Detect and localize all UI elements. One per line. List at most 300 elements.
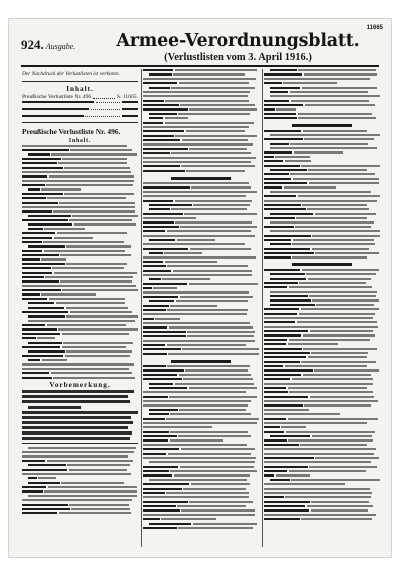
illegible-text-line xyxy=(143,182,249,184)
illegible-text-line xyxy=(22,437,130,440)
illegible-text-line xyxy=(143,340,255,342)
illegible-text-line xyxy=(264,457,379,459)
illegible-text-line xyxy=(28,315,138,317)
toc-illegible-entry xyxy=(22,115,138,117)
illegible-text-line xyxy=(270,147,377,149)
section-rule xyxy=(22,443,138,444)
illegible-text-line xyxy=(22,276,133,278)
illegible-heading xyxy=(264,261,380,269)
illegible-text-line xyxy=(22,193,134,195)
illegible-text-line xyxy=(22,411,138,414)
toc-illegible-entries xyxy=(22,101,138,117)
illegible-text-line xyxy=(22,171,131,173)
illegible-text-line xyxy=(22,455,128,457)
bold-text-block xyxy=(22,390,138,440)
illegible-text-line xyxy=(143,130,245,132)
list-contents-heading: Inhalt. xyxy=(68,137,92,144)
illegible-text-line xyxy=(22,175,134,177)
illegible-text-line xyxy=(264,308,379,310)
illegible-text-line xyxy=(264,317,373,319)
illegible-text-line xyxy=(270,91,368,93)
illegible-text-line xyxy=(270,221,374,223)
illegible-text-line xyxy=(264,374,371,376)
illegible-heading xyxy=(264,122,380,130)
illegible-text-line xyxy=(22,390,134,393)
illegible-text-line xyxy=(143,318,180,320)
issue-label: Ausgabe. xyxy=(45,42,76,51)
illegible-text-line xyxy=(22,267,124,269)
illegible-text-line xyxy=(149,461,255,463)
middle-column xyxy=(143,69,259,547)
illegible-text-line xyxy=(264,208,369,210)
illegible-text-line xyxy=(143,270,252,272)
illegible-text-line xyxy=(270,299,379,301)
illegible-text-line xyxy=(264,235,380,237)
illegible-text-line xyxy=(270,134,380,136)
illegible-text-line xyxy=(22,421,133,424)
illegible-text-line xyxy=(143,157,256,159)
illegible-text-line xyxy=(264,383,373,385)
illegible-text-line xyxy=(143,501,253,503)
illegible-text-line xyxy=(22,289,138,291)
illegible-text-line xyxy=(143,396,257,398)
illegible-text-line xyxy=(143,235,255,237)
illegible-text-line xyxy=(22,333,129,335)
illegible-text-line xyxy=(264,286,372,288)
illegible-text-line xyxy=(22,431,132,434)
illegible-text-line xyxy=(143,283,258,285)
illegible-text-line xyxy=(28,447,136,449)
illegible-text-line xyxy=(264,444,367,446)
illegible-text-line xyxy=(264,492,372,494)
illegible-text-line xyxy=(143,291,249,293)
illegible-text-line xyxy=(22,400,130,403)
illegible-text-line xyxy=(264,418,378,420)
illegible-text-line xyxy=(264,321,377,323)
illegible-text-line xyxy=(143,404,248,406)
illegible-text-line xyxy=(264,186,336,188)
illegible-text-line xyxy=(264,104,375,106)
illegible-text-line xyxy=(264,404,371,406)
illegible-text-line xyxy=(264,343,338,345)
illegible-text-line xyxy=(28,359,67,361)
illegible-text-line xyxy=(22,254,131,256)
illegible-text-line xyxy=(143,309,248,311)
illegible-text-line xyxy=(149,409,246,411)
illegible-text-line xyxy=(22,504,129,506)
section-rule xyxy=(22,81,138,82)
illegible-text-line xyxy=(22,328,138,330)
illegible-text-line xyxy=(143,100,249,102)
illegible-text-line xyxy=(143,518,216,520)
illegible-text-line xyxy=(149,113,250,115)
illegible-text-line xyxy=(28,188,81,190)
illegible-text-line xyxy=(264,82,337,84)
illegible-text-line xyxy=(143,248,251,250)
illegible-text-line xyxy=(28,495,137,497)
illegible-text-line xyxy=(22,232,127,234)
illegible-text-line xyxy=(143,435,251,437)
illegible-text-line xyxy=(264,400,378,402)
illegible-text-line xyxy=(143,348,259,350)
illegible-text-line xyxy=(270,143,368,145)
illegible-text-line xyxy=(264,461,371,463)
illegible-text-line xyxy=(28,342,133,344)
illegible-text-line xyxy=(149,523,257,525)
text-block xyxy=(22,145,138,379)
illegible-text-line xyxy=(264,496,371,498)
illegible-text-line xyxy=(143,418,259,420)
illegible-text-line xyxy=(143,170,245,172)
illegible-text-line xyxy=(264,361,376,363)
illegible-text-line xyxy=(143,230,251,232)
illegible-text-line xyxy=(143,470,257,472)
text-block xyxy=(143,182,259,355)
preliminary-note-heading: Vorbemerkung. xyxy=(49,380,111,389)
illegible-text-line xyxy=(264,439,373,441)
illegible-text-line xyxy=(22,508,130,510)
illegible-text-line xyxy=(22,158,127,160)
issue-number-value: 924. xyxy=(21,37,44,52)
illegible-text-line xyxy=(28,245,131,247)
illegible-text-line xyxy=(264,409,309,411)
illegible-text-line xyxy=(143,217,196,219)
list-heading: Preußische Verlustliste Nr. 496. xyxy=(22,126,121,136)
illegible-text-line xyxy=(270,95,380,97)
illegible-text-line xyxy=(264,108,296,110)
illegible-text-line xyxy=(22,237,93,239)
illegible-text-line xyxy=(270,278,371,280)
illegible-text-line xyxy=(143,483,250,485)
masthead-subtitle: (Verlustlisten vom 3. April 1916.) xyxy=(164,52,312,63)
right-column xyxy=(264,69,380,547)
illegible-text-line xyxy=(264,200,377,202)
illegible-text-line xyxy=(149,73,245,75)
illegible-text-line xyxy=(143,152,251,154)
illegible-text-line xyxy=(143,400,251,402)
illegible-text-line xyxy=(264,73,377,75)
illegible-text-line xyxy=(149,300,248,302)
illegible-text-line xyxy=(264,396,374,398)
illegible-text-line xyxy=(264,365,367,367)
illegible-text-line xyxy=(264,470,366,472)
illegible-text-line xyxy=(264,113,372,115)
illegible-text-line xyxy=(143,426,212,428)
illegible-text-line xyxy=(149,87,255,89)
illegible-text-line xyxy=(149,383,254,385)
illegible-text-line xyxy=(270,291,377,293)
illegible-text-line xyxy=(270,243,375,245)
illegible-text-line xyxy=(143,256,256,258)
illegible-text-line xyxy=(143,226,257,228)
illegible-text-line xyxy=(143,305,217,307)
illegible-text-line xyxy=(264,348,377,350)
illegible-text-line xyxy=(264,352,368,354)
illegible-text-line xyxy=(264,269,379,271)
illegible-text-line xyxy=(143,161,251,163)
illegible-text-line xyxy=(22,280,132,282)
illegible-text-line xyxy=(270,169,367,171)
illegible-text-line xyxy=(264,488,370,490)
illegible-text-line xyxy=(264,514,376,516)
section-rule xyxy=(22,122,138,123)
illegible-text-line xyxy=(264,156,310,158)
illegible-text-line xyxy=(264,182,379,184)
illegible-text-line xyxy=(264,501,369,503)
toc-entry-page: S. 11665. xyxy=(116,93,138,100)
illegible-text-line xyxy=(143,104,255,106)
illegible-text-line xyxy=(264,330,373,332)
illegible-text-line xyxy=(143,326,253,328)
illegible-text-line xyxy=(264,130,367,132)
illegible-text-line xyxy=(264,239,374,241)
illegible-text-line xyxy=(270,191,371,193)
illegible-text-line xyxy=(143,488,246,490)
illegible-text-line xyxy=(264,195,380,197)
illegible-text-line xyxy=(149,252,202,254)
illegible-text-line xyxy=(22,377,135,379)
illegible-text-line xyxy=(264,117,376,119)
illegible-text-line xyxy=(22,473,131,475)
illegible-text-line xyxy=(22,337,55,339)
illegible-text-line xyxy=(264,448,376,450)
illegible-text-line xyxy=(143,444,247,446)
illegible-text-line xyxy=(22,512,131,514)
illegible-text-line xyxy=(270,273,376,275)
illegible-text-line xyxy=(28,223,136,225)
illegible-text-line xyxy=(149,387,257,389)
illegible-text-line xyxy=(143,431,248,433)
illegible-text-line xyxy=(143,261,217,263)
illegible-text-line xyxy=(143,287,177,289)
illegible-text-line xyxy=(28,215,138,217)
illegible-text-line xyxy=(264,505,373,507)
illegible-text-line xyxy=(143,221,252,223)
illegible-text-line xyxy=(22,469,127,471)
illegible-text-line xyxy=(22,355,130,357)
page-number: 11665 xyxy=(366,25,383,31)
toc-leader xyxy=(93,98,115,99)
illegible-text-line xyxy=(264,252,379,254)
illegible-text-line xyxy=(28,153,137,155)
illegible-text-line xyxy=(264,173,375,175)
illegible-text-line xyxy=(22,241,124,243)
illegible-text-line xyxy=(143,365,250,367)
illegible-text-line xyxy=(22,197,126,199)
illegible-text-line xyxy=(264,256,367,258)
reprint-notice: Der Nachdruck der Verlustlisten ist verboten. xyxy=(22,71,120,77)
header-rule xyxy=(21,65,379,67)
illegible-text-line xyxy=(22,486,137,488)
illegible-text-line xyxy=(264,453,374,455)
toc-entry-label: Preußische Verlustliste Nr. 496 xyxy=(22,93,92,100)
column-divider xyxy=(262,69,263,547)
illegible-text-line xyxy=(264,431,375,433)
illegible-text-line xyxy=(22,416,131,419)
illegible-heading xyxy=(143,357,259,365)
illegible-text-line xyxy=(143,200,252,202)
illegible-text-line xyxy=(22,206,135,208)
illegible-text-line xyxy=(264,100,369,102)
illegible-text-line xyxy=(143,335,254,337)
illegible-text-line xyxy=(264,138,374,140)
issue-number xyxy=(21,36,75,54)
illegible-text-line xyxy=(143,195,246,197)
illegible-text-line xyxy=(143,78,256,80)
illegible-text-line xyxy=(143,122,254,124)
illegible-text-line xyxy=(270,304,374,306)
illegible-text-line xyxy=(143,353,259,355)
illegible-text-line xyxy=(264,369,379,371)
illegible-text-line xyxy=(143,213,257,215)
illegible-text-line xyxy=(264,282,366,284)
illegible-text-line xyxy=(143,474,250,476)
illegible-text-line xyxy=(143,509,255,511)
toc-illegible-entry xyxy=(22,108,138,110)
illegible-text-line xyxy=(143,374,251,376)
illegible-text-line xyxy=(22,149,132,151)
illegible-text-line xyxy=(143,313,247,315)
illegible-text-line xyxy=(143,391,246,393)
illegible-text-line xyxy=(143,82,249,84)
illegible-text-line xyxy=(143,492,249,494)
illegible-text-line xyxy=(264,339,370,341)
illegible-text-line xyxy=(270,230,380,232)
illegible-text-line xyxy=(143,191,257,193)
text-block xyxy=(264,69,380,119)
illegible-text-line xyxy=(264,226,371,228)
illegible-text-line xyxy=(264,217,367,219)
illegible-text-line xyxy=(143,448,255,450)
illegible-text-line xyxy=(143,466,254,468)
illegible-text-line xyxy=(270,479,380,481)
illegible-text-line xyxy=(143,91,250,93)
illegible-text-line xyxy=(264,387,367,389)
illegible-text-line xyxy=(22,293,96,295)
illegible-text-line xyxy=(143,143,253,145)
illegible-text-line xyxy=(22,184,133,186)
illegible-text-line xyxy=(143,453,251,455)
illegible-text-line xyxy=(149,413,251,415)
illegible-text-line xyxy=(143,186,251,188)
illegible-text-line xyxy=(143,126,249,128)
illegible-text-line xyxy=(264,151,343,153)
illegible-text-line xyxy=(28,320,135,322)
illegible-text-line xyxy=(22,395,128,398)
toc-illegible-entry xyxy=(22,101,138,103)
illegible-text-line xyxy=(143,135,257,137)
illegible-text-line xyxy=(143,108,257,110)
left-column xyxy=(22,69,138,547)
illegible-text-line xyxy=(264,466,377,468)
illegible-text-line xyxy=(22,499,132,501)
illegible-text-line xyxy=(270,295,376,297)
illegible-text-line xyxy=(264,483,345,485)
illegible-text-line xyxy=(28,477,56,479)
illegible-text-line xyxy=(149,204,250,206)
illegible-text-line xyxy=(264,78,370,80)
illegible-text-line xyxy=(264,204,367,206)
illegible-text-line xyxy=(264,313,375,315)
illegible-text-line xyxy=(143,243,245,245)
illegible-text-line xyxy=(22,324,126,326)
text-block xyxy=(264,269,380,521)
illegible-text-line xyxy=(22,250,125,252)
illegible-text-line xyxy=(143,69,257,71)
illegible-text-line xyxy=(22,210,135,212)
illegible-text-line xyxy=(22,219,132,221)
illegible-text-line xyxy=(270,213,376,215)
text-block xyxy=(264,130,380,259)
illegible-text-line xyxy=(143,496,249,498)
illegible-text-line xyxy=(264,391,373,393)
illegible-text-line xyxy=(28,302,125,304)
illegible-text-line xyxy=(143,322,250,324)
masthead-title: Armee-Verordnungsblatt. xyxy=(116,31,360,51)
text-block xyxy=(22,447,138,515)
column-divider xyxy=(141,69,142,547)
contents-heading: Inhalt. xyxy=(66,84,94,93)
illegible-text-line xyxy=(264,160,311,162)
illegible-text-line xyxy=(143,439,223,441)
illegible-text-line xyxy=(264,378,373,380)
illegible-text-line xyxy=(149,479,247,481)
illegible-text-line xyxy=(149,117,188,119)
illegible-text-line xyxy=(143,165,255,167)
illegible-text-line xyxy=(264,248,369,250)
illegible-text-line xyxy=(149,239,215,241)
illegible-text-line xyxy=(143,274,252,276)
illegible-text-line xyxy=(22,285,136,287)
illegible-text-line xyxy=(22,180,134,182)
illegible-text-line xyxy=(28,307,128,309)
illegible-text-line xyxy=(22,368,129,370)
illegible-text-line xyxy=(143,378,253,380)
illegible-text-line xyxy=(143,369,248,371)
illegible-text-line xyxy=(264,426,306,428)
illegible-text-line xyxy=(28,228,85,230)
illegible-text-line xyxy=(143,95,248,97)
illegible-text-line xyxy=(143,344,246,346)
illegible-text-line xyxy=(143,148,247,150)
illegible-text-line xyxy=(143,422,257,424)
illegible-text-line xyxy=(22,346,126,348)
illegible-text-line xyxy=(143,527,253,529)
illegible-text-line xyxy=(264,422,367,424)
illegible-heading xyxy=(143,174,259,182)
illegible-text-line xyxy=(22,202,135,204)
text-block xyxy=(143,69,259,172)
illegible-text-line xyxy=(28,464,130,466)
illegible-text-line xyxy=(28,350,132,352)
illegible-text-line xyxy=(22,372,132,374)
illegible-text-line xyxy=(22,311,132,313)
text-block xyxy=(143,365,259,529)
illegible-text-line xyxy=(143,514,255,516)
illegible-text-line xyxy=(149,208,247,210)
toc-entry xyxy=(22,94,138,101)
illegible-text-line xyxy=(22,460,133,462)
illegible-text-line xyxy=(143,457,256,459)
illegible-text-line xyxy=(264,413,340,415)
illegible-text-line xyxy=(22,426,128,429)
illegible-text-line xyxy=(264,326,378,328)
illegible-text-line xyxy=(28,406,81,409)
illegible-text-line xyxy=(149,278,210,280)
illegible-text-line xyxy=(22,451,134,453)
illegible-text-line xyxy=(264,178,379,180)
illegible-text-line xyxy=(22,363,134,365)
